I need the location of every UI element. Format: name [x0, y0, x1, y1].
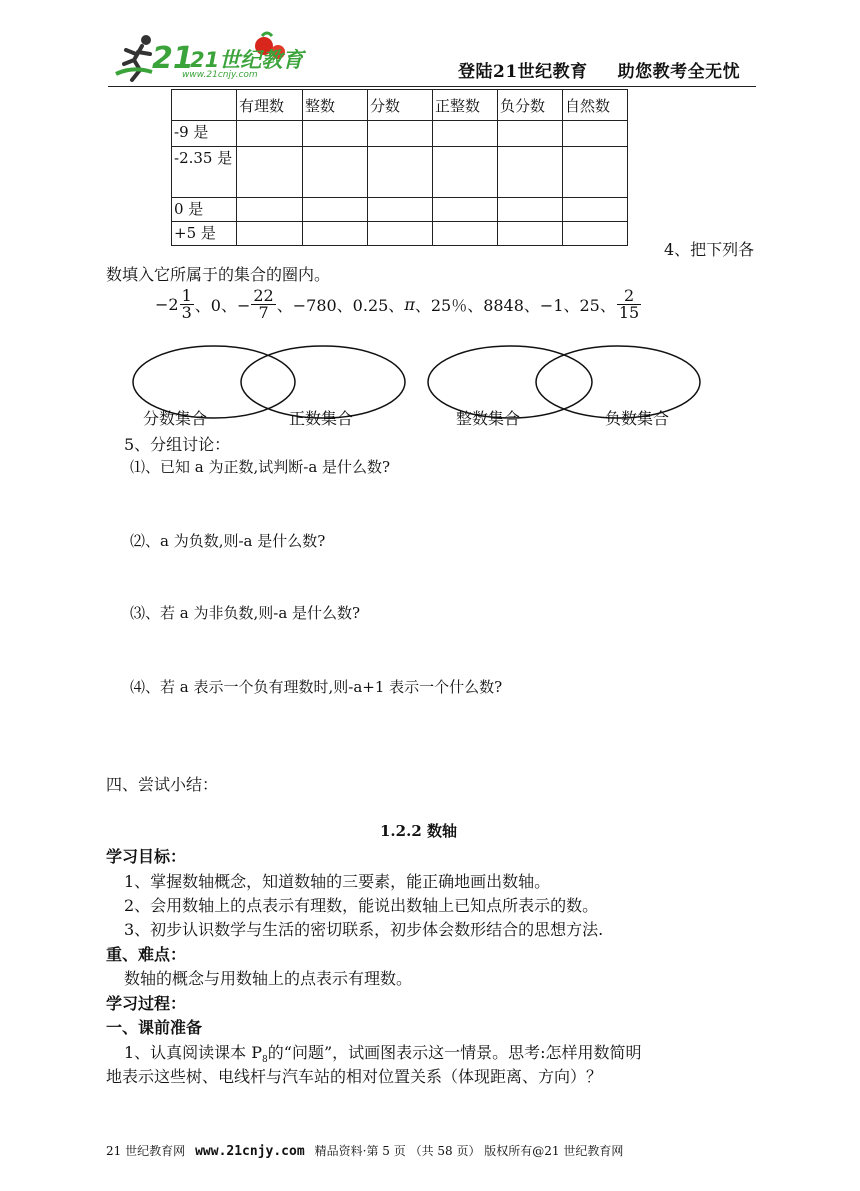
- row-label: -9 是: [172, 121, 237, 147]
- q4-intro-b: 数填入它所属于的集合的圈内。: [106, 265, 331, 284]
- table-header-cell: 有理数: [237, 90, 303, 121]
- number-whole: −2: [155, 295, 179, 314]
- goal-item: 3、初步认识数学与生活的密切联系，初步体会数形结合的思想方法.: [124, 920, 604, 939]
- table-cell: [368, 222, 433, 246]
- fraction-denominator: 15: [618, 303, 640, 322]
- summary-heading: 四、尝试小结：: [106, 775, 219, 794]
- table-cell: [237, 198, 303, 222]
- table-cell: [498, 147, 563, 198]
- table-cell: [433, 121, 498, 147]
- prep-heading: 一、课前准备: [106, 1018, 203, 1037]
- prep-line-1: [124, 1040, 642, 1065]
- table-cell: [498, 121, 563, 147]
- table-header-cell: 整数: [303, 90, 368, 121]
- fraction-denominator: 3: [181, 303, 192, 322]
- table-cell: [303, 222, 368, 246]
- table-cell: [237, 121, 303, 147]
- footer-left: 21 世纪教育网: [106, 1144, 186, 1158]
- q5-item-1: ⑴、已知 a 为正数,试判断-a 是什么数?: [130, 458, 391, 476]
- q4-intro-a: 4、把下列各: [664, 240, 755, 259]
- fraction: [251, 288, 275, 321]
- prep-line-1a: 1、认真阅读课本 P: [124, 1043, 263, 1062]
- table-row: [172, 121, 628, 147]
- table-cell: [303, 198, 368, 222]
- logo: [112, 30, 302, 86]
- q5-title: 5、分组讨论：: [124, 435, 231, 454]
- table-row: [172, 147, 628, 198]
- separator: 、0、−: [194, 296, 251, 315]
- set-label-integer: 整数集合: [456, 409, 521, 428]
- table-cell: [433, 147, 498, 198]
- footer-right: 精品资料·第 5 页 （共 58 页） 版权所有@21 世纪教育网: [314, 1144, 624, 1158]
- header-slogan: [458, 57, 740, 82]
- fraction-numerator: 2: [617, 288, 641, 305]
- table-header-cell: 正整数: [433, 90, 498, 121]
- prep-line-1-sub: 8: [262, 1055, 268, 1066]
- table-cell: [563, 222, 628, 246]
- number-list: [155, 288, 642, 321]
- page-footer: [106, 1142, 623, 1159]
- table-cell: [368, 198, 433, 222]
- pi-symbol: π: [404, 295, 415, 314]
- q5-item-3: ⑶、若 a 为非负数,则-a 是什么数?: [130, 604, 361, 622]
- goals-heading: 学习目标：: [106, 847, 187, 866]
- table-cell: [563, 147, 628, 198]
- table-cell: [237, 222, 303, 246]
- table-cell: [368, 147, 433, 198]
- prep-line-2: 地表示这些树、电线杆与汽车站的相对位置关系（体现距离、方向）？: [106, 1067, 603, 1086]
- fraction-denominator: 7: [258, 303, 269, 322]
- row-label: -2.35 是: [172, 147, 237, 198]
- table-cell: [563, 198, 628, 222]
- table-header-cell: 负分数: [498, 90, 563, 121]
- table-cell: [498, 198, 563, 222]
- table-cell: [433, 222, 498, 246]
- key-text: 数轴的概念与用数轴上的点表示有理数。: [124, 969, 413, 988]
- separator: 、−780、0.25、: [276, 296, 405, 315]
- table-cell: [303, 147, 368, 198]
- table-header-cell: 分数: [368, 90, 433, 121]
- q5-item-2: ⑵、a 为负数,则-a 是什么数?: [130, 532, 326, 550]
- footer-site: www.21cnjy.com: [195, 1144, 305, 1159]
- table-header-cell: 自然数: [563, 90, 628, 121]
- goal-item: 1、掌握数轴概念，知道数轴的三要素，能正确地画出数轴。: [124, 872, 551, 891]
- logo-url: www.21cnjy.com: [182, 70, 258, 80]
- table-cell: [498, 222, 563, 246]
- slogan-right: 助您教考全无忧: [617, 62, 741, 82]
- key-heading: 重、难点：: [106, 945, 187, 964]
- slogan-left: 登陆21世纪教育: [458, 62, 588, 82]
- q5-item-4: ⑷、若 a 表示一个负有理数时,则-a+1 表示一个什么数?: [130, 678, 503, 696]
- table-header-cell: [172, 90, 237, 121]
- fraction: [180, 288, 194, 321]
- logo-text: 21世纪教育: [190, 48, 304, 72]
- table-row: [172, 198, 628, 222]
- classification-table: [171, 89, 628, 246]
- section-title: 1.2.2 数轴: [380, 822, 457, 840]
- table-header-row: [172, 90, 628, 121]
- table-row: [172, 222, 628, 246]
- table-cell: [368, 121, 433, 147]
- row-label: 0 是: [172, 198, 237, 222]
- separator: 、25％、8848、−1、25、: [414, 296, 616, 315]
- svg-text:21: 21: [152, 41, 194, 76]
- process-heading: 学习过程：: [106, 994, 187, 1013]
- table-cell: [563, 121, 628, 147]
- table-cell: [237, 147, 303, 198]
- header-rule: [108, 86, 756, 87]
- fraction-numerator: 22: [253, 286, 274, 305]
- fraction: [617, 288, 641, 321]
- set-label-positive: 正数集合: [289, 409, 354, 428]
- goal-item: 2、会用数轴上的点表示有理数，能说出数轴上已知点所表示的数。: [124, 896, 599, 915]
- table-cell: [303, 121, 368, 147]
- set-label-negative: 负数集合: [605, 409, 670, 428]
- set-label-fraction: 分数集合: [143, 409, 208, 428]
- row-label: +5 是: [172, 222, 237, 246]
- fraction-numerator: 1: [181, 286, 192, 305]
- prep-line-1b: 的“问题”，试画图表示这一情景。思考:怎样用数简明: [267, 1043, 642, 1062]
- table-cell: [433, 198, 498, 222]
